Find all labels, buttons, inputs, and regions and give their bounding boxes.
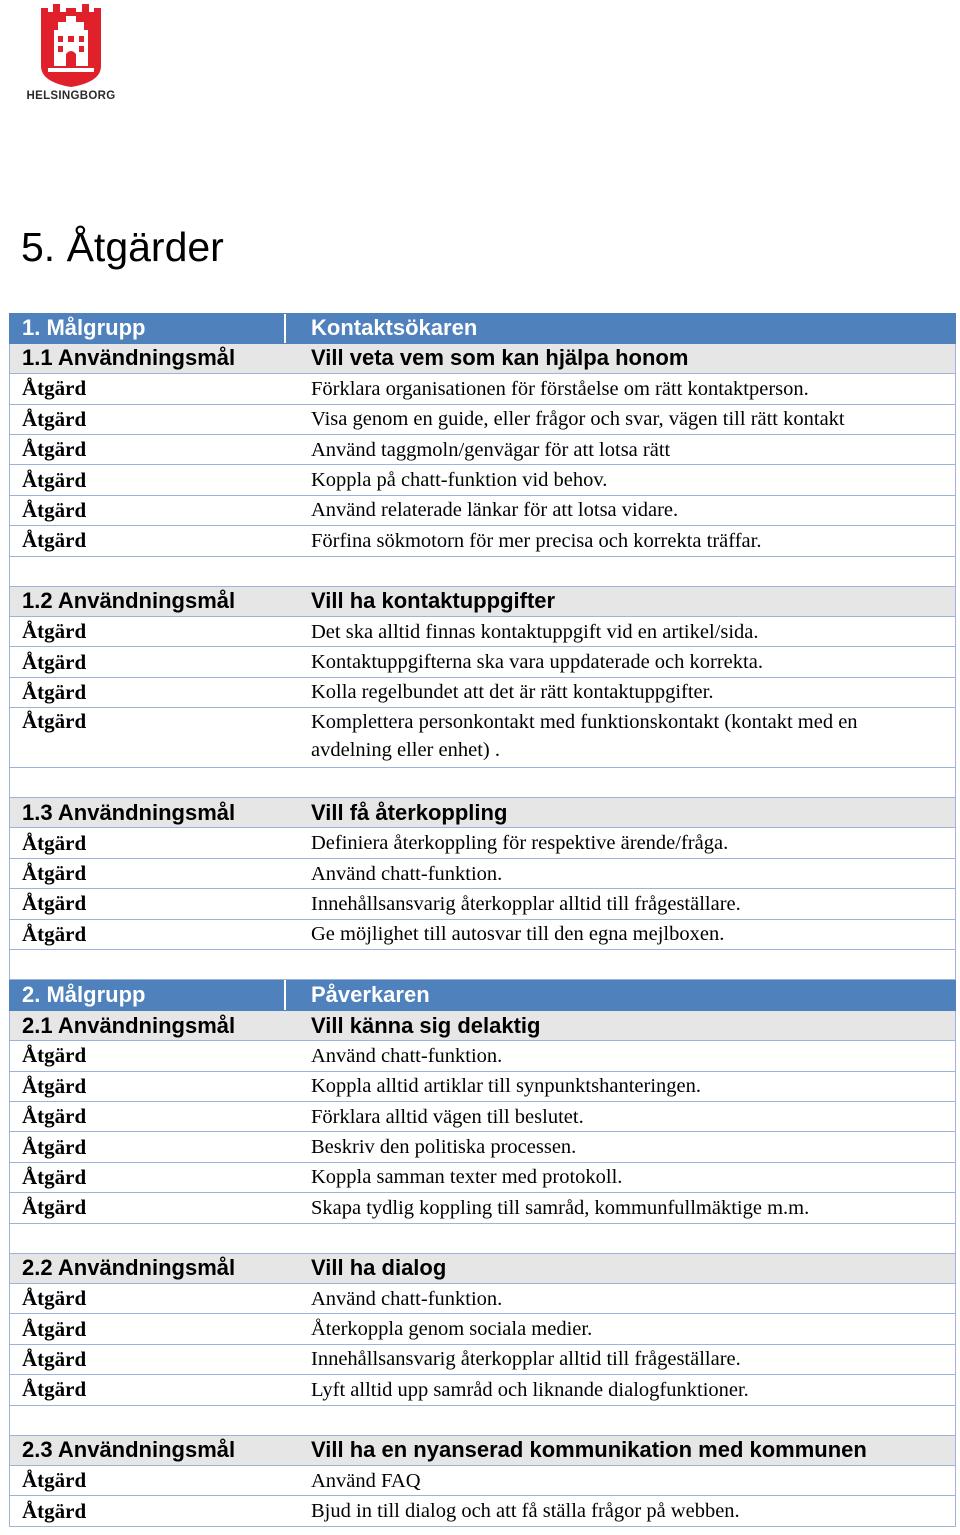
action-text: Bjud in till dialog och att få ställa frågor på webben. [311, 1500, 740, 1522]
action-text: Beskriv den politiska processen. [311, 1136, 577, 1159]
page-heading: 5. Åtgärder [21, 224, 224, 270]
table-spacer-row [9, 950, 956, 980]
usage-goal-row [9, 1254, 956, 1284]
action-row [9, 828, 956, 858]
action-label: Åtgärd [22, 1134, 87, 1159]
action-text: Använd relaterade länkar för att lotsa vidare. [311, 499, 679, 522]
table-spacer-row [9, 1224, 956, 1254]
usage-goal-row [9, 344, 956, 374]
action-text: Lyft alltid upp samråd och liknande dialogfunktioner. [311, 1378, 749, 1401]
action-text: Skapa tydlig koppling till samråd, kommunfullmäktige m.m. [311, 1196, 810, 1219]
action-label: Åtgärd [22, 1073, 87, 1098]
action-text: Återkoppla genom sociala medier. [311, 1318, 593, 1341]
action-text: Innehållsansvarig återkopplar alltid till frågeställare. [311, 1348, 741, 1371]
action-text: Innehållsansvarig återkopplar alltid till frågeställare. [311, 892, 741, 915]
action-row [9, 1072, 956, 1102]
action-row [9, 1041, 956, 1071]
action-row [9, 889, 956, 919]
table-spacer-row [9, 768, 956, 798]
action-text: Koppla alltid artiklar till synpunktshanteringen. [311, 1075, 701, 1098]
action-label: Åtgärd [22, 1195, 87, 1220]
action-label: Åtgärd [22, 830, 87, 855]
action-text: Använd taggmoln/genvägar för att lotsa rätt [311, 438, 671, 461]
target-group-label: 1. Målgrupp [10, 314, 286, 343]
action-row [9, 617, 956, 647]
action-label: Åtgärd [22, 1043, 87, 1068]
action-label: Åtgärd [22, 679, 87, 704]
action-label: Åtgärd [22, 709, 87, 734]
action-row [9, 496, 956, 526]
action-row [9, 1193, 956, 1223]
action-text: Använd chatt-funktion. [311, 1044, 503, 1067]
action-label: Åtgärd [22, 1316, 87, 1341]
target-group-label: 2. Målgrupp [10, 980, 286, 1010]
actions-table [9, 313, 956, 1527]
action-label: Åtgärd [22, 861, 87, 886]
action-row [9, 1496, 956, 1526]
usage-goal-text: Vill ha en nyanserad kommunikation med kommunen [311, 1437, 867, 1463]
target-group-text: Kontaktsökaren [311, 315, 478, 341]
usage-goal-row [9, 587, 956, 617]
table-spacer-row [9, 557, 956, 587]
helsingborg-logo [22, 2, 120, 104]
usage-goal-row [9, 1011, 956, 1041]
action-text: Koppla samman texter med protokoll. [311, 1166, 623, 1189]
action-text: Det ska alltid finnas kontaktuppgift vid en artikel/sida. [311, 620, 759, 643]
action-label: Åtgärd [22, 467, 87, 492]
action-row [9, 1102, 956, 1132]
action-row [9, 708, 956, 768]
usage-goal-label: 2.3 Användningsmål [22, 1437, 236, 1463]
action-label: Åtgärd [22, 1498, 87, 1523]
usage-goal-text: Vill få återkoppling [311, 799, 508, 825]
usage-goal-text: Vill ha kontaktuppgifter [311, 588, 556, 614]
usage-goal-row [9, 1436, 956, 1466]
usage-goal-text: Vill känna sig delaktig [311, 1012, 541, 1038]
action-label: Åtgärd [22, 406, 87, 431]
action-row [9, 1163, 956, 1193]
usage-goal-label: 1.3 Användningsmål [22, 799, 236, 825]
target-group-text: Påverkaren [311, 981, 430, 1007]
action-row [9, 678, 956, 708]
action-text: Ge möjlighet till autosvar till den egna mejlboxen. [311, 923, 725, 946]
action-label: Åtgärd [22, 921, 87, 946]
action-text: Koppla på chatt-funktion vid behov. [311, 469, 608, 492]
action-text: Definiera återkoppling för respektive ärende/fråga. [311, 832, 729, 855]
action-text: Visa genom en guide, eller frågor och svar, vägen till rätt kontakt [311, 408, 845, 431]
action-label: Åtgärd [22, 891, 87, 916]
action-row [9, 1375, 956, 1405]
action-row [9, 1345, 956, 1375]
action-text: Förklara organisationen för förståelse om rätt kontaktperson. [311, 377, 809, 400]
action-label: Åtgärd [22, 1468, 87, 1493]
action-text: Förfina sökmotorn för mer precisa och korrekta träffar. [311, 529, 762, 552]
usage-goal-label: 2.2 Användningsmål [22, 1255, 236, 1281]
action-label: Åtgärd [22, 1164, 87, 1189]
action-row [9, 1284, 956, 1314]
action-label: Åtgärd [22, 619, 87, 644]
action-label: Åtgärd [22, 1377, 87, 1402]
usage-goal-label: 2.1 Användningsmål [22, 1012, 236, 1038]
logo-wordmark: HELSINGBORG [26, 90, 116, 102]
usage-goal-text: Vill ha dialog [311, 1255, 447, 1281]
action-text: Komplettera personkontakt med funktionskontakt (kontakt med en avdelning eller enhet) . [311, 711, 858, 762]
usage-goal-label: 1.1 Användningsmål [22, 345, 236, 371]
usage-goal-row [9, 798, 956, 828]
table-spacer-row [9, 1406, 956, 1436]
target-group-row [9, 980, 956, 1011]
action-text: Använd chatt-funktion. [311, 862, 503, 885]
action-row [9, 1314, 956, 1344]
action-text: Använd chatt-funktion. [311, 1287, 503, 1310]
action-label: Åtgärd [22, 649, 87, 674]
usage-goal-label: 1.2 Användningsmål [22, 588, 236, 614]
action-row [9, 465, 956, 495]
city-crest-icon [38, 2, 104, 88]
action-label: Åtgärd [22, 376, 87, 401]
action-row [9, 374, 956, 404]
action-label: Åtgärd [22, 1346, 87, 1371]
action-row [9, 435, 956, 465]
action-text: Förklara alltid vägen till beslutet. [311, 1105, 584, 1128]
action-text: Kontaktuppgifterna ska vara uppdaterade och korrekta. [311, 651, 763, 673]
target-group-row [9, 313, 956, 344]
action-label: Åtgärd [22, 528, 87, 553]
action-row [9, 647, 956, 677]
action-row [9, 1466, 956, 1496]
action-row [9, 526, 956, 556]
action-label: Åtgärd [22, 1286, 87, 1311]
action-text: Använd FAQ [311, 1469, 421, 1492]
action-label: Åtgärd [22, 437, 87, 462]
action-label: Åtgärd [22, 1104, 87, 1129]
usage-goal-text: Vill veta vem som kan hjälpa honom [311, 345, 689, 371]
action-text: Kolla regelbundet att det är rätt kontaktuppgifter. [311, 681, 714, 704]
action-row [9, 920, 956, 950]
action-row [9, 405, 956, 435]
action-label: Åtgärd [22, 497, 87, 522]
action-row [9, 859, 956, 889]
action-row [9, 1132, 956, 1162]
